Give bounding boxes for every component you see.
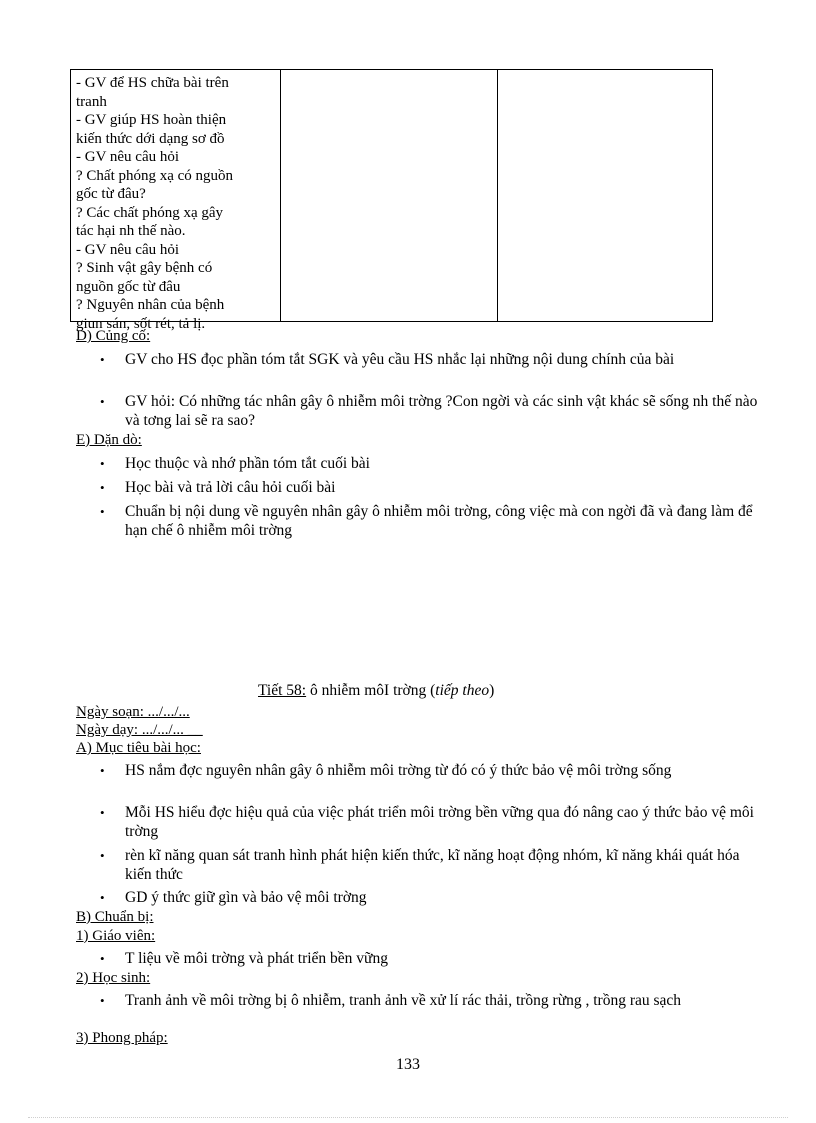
table-cell-line: tác hại nh thế nào. (76, 223, 186, 239)
bullet-icon: • (100, 480, 105, 495)
table-cell-line: tranh (76, 93, 107, 110)
muctieu-bullet-3: rèn kĩ năng quan sát tranh hình phát hiện kiến thức, kĩ năng hoạt động nhóm, kĩ năng khái quát hóa kiến thức (125, 847, 740, 883)
bullet-icon: • (100, 951, 105, 966)
lesson-title (258, 682, 494, 700)
dando-bullet-2: Học bài và trả lời câu hỏi cuối bài (125, 479, 336, 496)
bullet-icon: • (100, 456, 105, 471)
chuanbi-heading: B) Chuẩn bị: (76, 909, 154, 925)
page-number: 133 (396, 1056, 420, 1073)
bullet-icon: • (100, 394, 105, 409)
dando-bullet-3: Chuẩn bị nội dung về nguyên nhân gây ô nhiễm môi trờng, công việc mà con ngời đã và đang làm để hạn chế ô nhiễm môi trờng (125, 503, 753, 539)
ngay-soan: Ngày soạn: .../.../... (76, 704, 190, 720)
table-cell-line: kiến thức dới dạng sơ đồ (76, 130, 225, 147)
table-cell-line: - GV giúp HS hoàn thiện (76, 112, 227, 128)
cungco-bullet-1: GV cho HS đọc phần tóm tắt SGK và yêu cầu HS nhắc lại những nội dung chính của bài (125, 351, 675, 368)
table-col-teacher (71, 70, 281, 332)
footer-divider (28, 1117, 788, 1118)
bullet-icon: • (100, 763, 105, 778)
bullet-icon: • (100, 504, 105, 519)
dando-heading: E) Dặn dò: (76, 432, 142, 448)
activity-table (70, 69, 713, 332)
muctieu-bullet-4: GD ý thức giữ gìn và bảo vệ môi trờng (125, 889, 367, 906)
bullet-icon: • (100, 848, 105, 863)
muctieu-bullet-2: Mỗi HS hiểu đợc hiệu quả của việc phát triển môi trờng bền vững qua đó nâng cao ý thức bảo vệ môi trờng (125, 804, 754, 840)
giaovien-bullet-1: T liệu về môi trờng và phát triển bền vững (125, 950, 388, 967)
table-cell-line: - GV nêu câu hỏi (76, 149, 180, 165)
cungco-bullet-2: GV hỏi: Có những tác nhân gây ô nhiễm môi trờng ?Con ngời và các sinh vật khác sẽ sống nh thế nào và tơng lai sẽ ra sao? (125, 393, 758, 429)
bullet-icon: • (100, 890, 105, 905)
cungco-heading: D) Củng cố: (76, 328, 151, 344)
table-cell-line: ? Nguyên nhân của bệnh (76, 297, 225, 313)
hocsinh-heading: 2) Học sinh: (76, 970, 151, 986)
lesson-title-close: ) (489, 682, 495, 699)
ngay-day: Ngày dạy: .../.../... __ (76, 722, 203, 738)
lesson-continued: tiếp theo (435, 682, 490, 699)
dando-bullet-1: Học thuộc và nhớ phần tóm tắt cuối bài (125, 455, 370, 472)
table-cell-line: gốc từ đâu? (76, 186, 146, 202)
muctieu-heading: A) Mục tiêu bài học: (76, 740, 201, 756)
table-cell-line: - GV để HS chữa bài trên (76, 75, 229, 91)
bullet-icon: • (100, 352, 105, 367)
table-cell-line: ? Các chất phóng xạ gây (76, 204, 224, 221)
hocsinh-bullet-1: Tranh ảnh về môi trờng bị ô nhiễm, tranh ảnh về xử lí rác thải, trồng rừng , trồng rau sạch (125, 992, 682, 1009)
muctieu-bullet-1: HS nắm đợc nguyên nhân gây ô nhiễm môi trờng từ đó có ý thức bảo vệ môi trờng sống (125, 762, 672, 779)
bullet-icon: • (100, 993, 105, 1008)
table-cell-line: nguồn gốc từ đâu (76, 278, 181, 295)
lesson-name: ô nhiễm môI trờng ( (306, 682, 436, 699)
table-cell-line: giun sán, sốt rét, tả lị. (76, 315, 206, 332)
phuongphap-heading: 3) Phong pháp: (76, 1030, 168, 1046)
giaovien-heading: 1) Giáo viên: (76, 928, 156, 944)
lesson-number: Tiết 58: (258, 682, 307, 699)
table-col-content (498, 70, 712, 321)
table-cell-line: ? Sinh vật gây bệnh có (76, 260, 213, 276)
bullet-icon: • (100, 805, 105, 820)
table-cell-line: - GV nêu câu hỏi (76, 241, 180, 258)
table-cell-line: ? Chất phóng xạ có nguồn (76, 167, 234, 184)
table-col-student (281, 70, 498, 321)
